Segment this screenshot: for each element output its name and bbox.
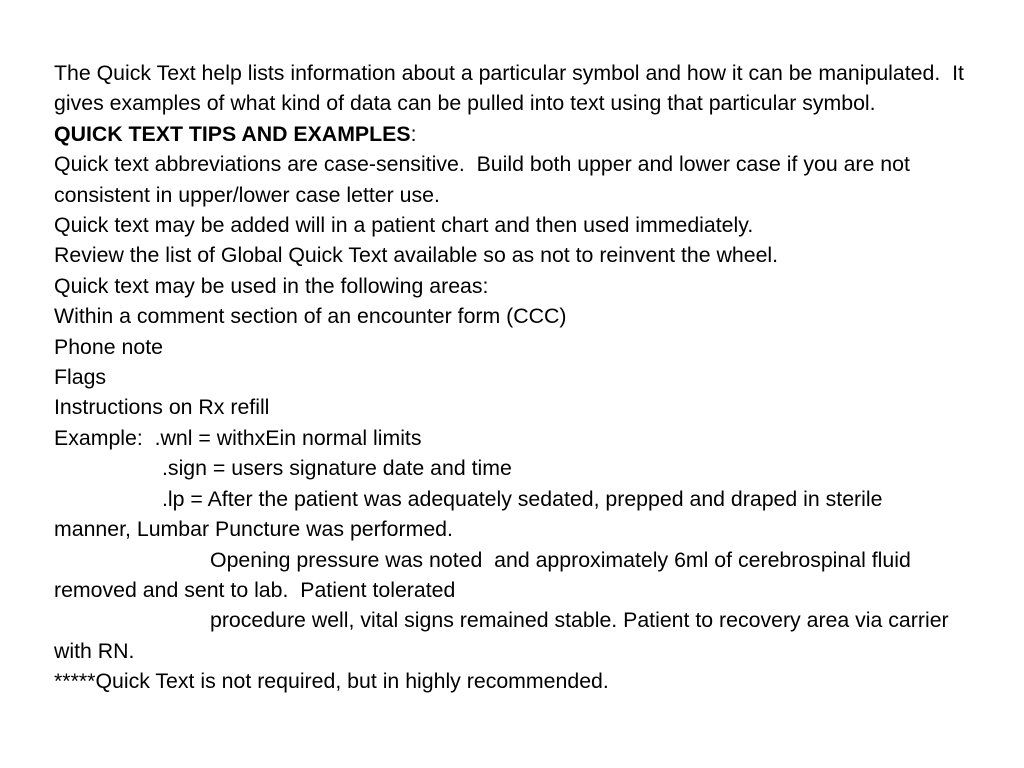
tip-case-sensitive: Quick text abbreviations are case-sensitive. Build both upper and lower case if you are not consistent in upper/lower case letter use.: [54, 152, 916, 207]
area-item: Flags: [54, 365, 107, 390]
tips-heading-colon: :: [410, 121, 417, 146]
footer-note: *****Quick Text is not required, but in highly recommended.: [54, 669, 609, 694]
example-lp-part3: procedure well, vital signs remained stable. Patient to recovery area via carrier with RN.: [54, 608, 955, 663]
example-sign-line: [54, 453, 964, 483]
example-sign: .sign = users signature date and time: [162, 456, 512, 481]
example-lp-line2: [54, 545, 964, 606]
tip-review-global: Review the list of Global Quick Text available so as not to reinvent the wheel.: [54, 243, 779, 268]
tip-added-in-chart: Quick text may be added will in a patient chart and then used immediately.: [54, 213, 754, 238]
tips-heading-text: QUICK TEXT TIPS AND EXAMPLES: [54, 121, 411, 146]
tip-usage-areas: Quick text may be used in the following areas:: [54, 273, 489, 298]
tips-heading: [54, 119, 964, 149]
area-item: Phone note: [54, 334, 163, 359]
area-item: Within a comment section of an encounter form (CCC): [54, 304, 567, 329]
example-lp-part1: .lp = After the patient was adequately sedated, prepped and draped in sterile manner, Lumbar Puncture was performed.: [54, 486, 889, 542]
example-wnl: Example: .wnl = withxEin normal limits: [54, 425, 422, 450]
example-lp-part2: Opening pressure was noted and approximately 6ml of cerebrospinal fluid removed and sent to lab. Patient tolerated: [54, 547, 917, 602]
intro-paragraph: The Quick Text help lists information about a particular symbol and how it can be manipulated. It gives examples of what kind of data can be pulled into text using that particular symbol.: [54, 61, 970, 116]
example-lp-line3: [54, 605, 964, 666]
example-lp-line1: [54, 484, 964, 545]
area-item: Instructions on Rx refill: [54, 395, 270, 420]
slide-body: [54, 58, 970, 697]
